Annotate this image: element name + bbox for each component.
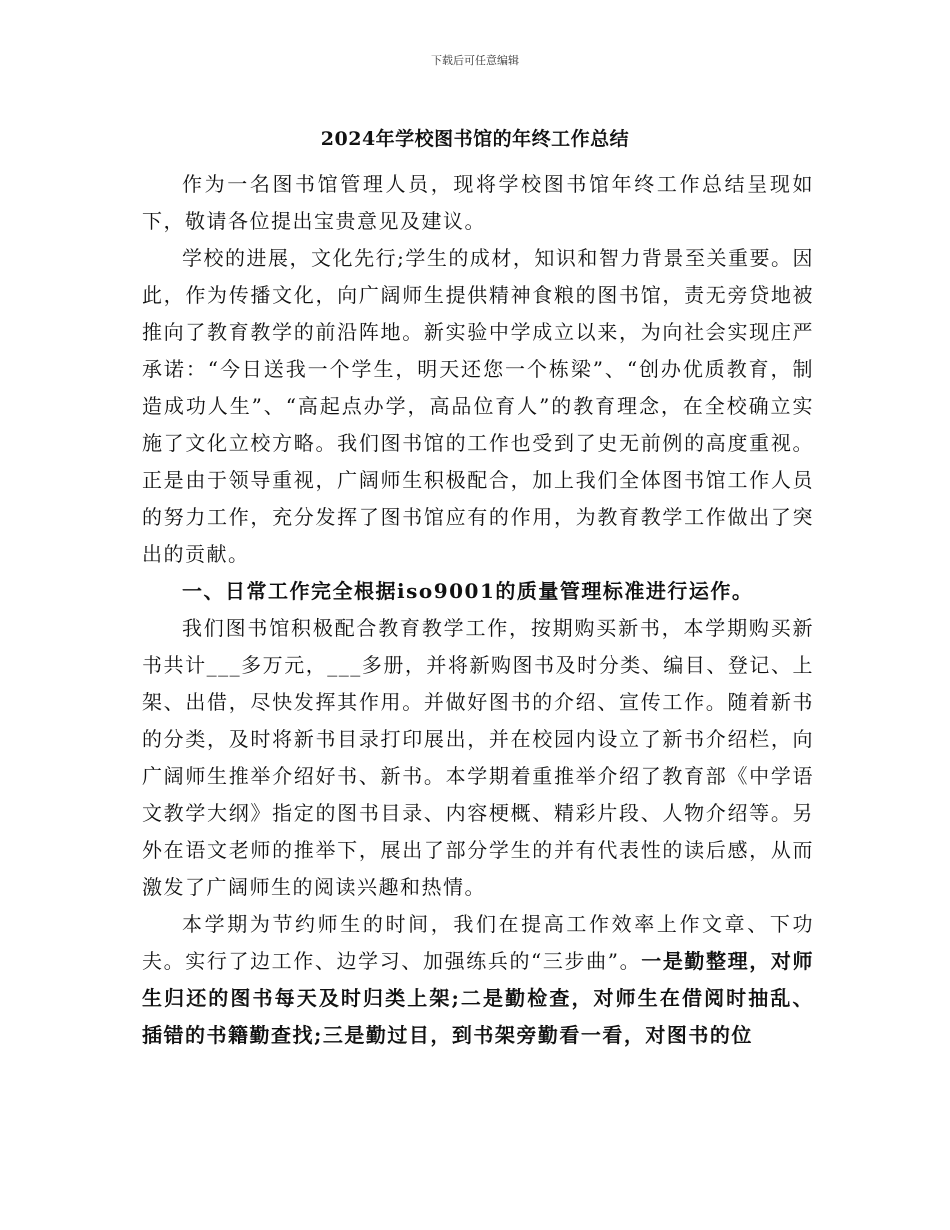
- paragraph-efficiency-text: 本学期为节约师生的时间，我们在提高工作效率上作文章、下功夫。实行了边工作、边学习、加强练兵的“三步曲”。: [142, 912, 814, 973]
- paragraph-intro: 作为一名图书馆管理人员，现将学校图书馆年终工作总结呈现如下，敬请各位提出宝贵意见及建议。: [142, 172, 814, 233]
- section-heading-1: 一、日常工作完全根据iso9001的质量管理标准进行运作。: [182, 579, 754, 603]
- paragraph-new-books: 我们图书馆积极配合教育教学工作，按期购买新书，本学期购买新书共计___多万元，___多册，并将新购图书及时分类、编目、登记、上架、出借，尽快发挥其作用。并做好图书的介绍、宣传工作。随着新书的分类，及时将新书目录打印展出，并在校园内设立了新书介绍栏，向广阔师生推举介绍好书、新书。本学期着重推举介绍了教育部《中学语文教学大纲》指定的图书目录、内容梗概、精彩片段、人物介绍等。另外在语文老师的推举下，展出了部分学生的并有代表性的读后感，从而激发了广阔师生的阅读兴趣和热情。: [142, 616, 814, 899]
- paragraph-efficiency: [142, 906, 814, 1054]
- page-header-note: 下载后可任意编辑: [431, 54, 519, 67]
- document-body: [142, 166, 814, 1054]
- paragraph-efficiency-bold: 一是勤整理，对师生归还的图书每天及时归类上架;二是勤检查，对师生在借阅时抽乱、插错的书籍勤查找;三是勤过目，到书架旁勤看一看，对图书的位: [142, 949, 815, 1047]
- paragraph-background: 学校的进展，文化先行;学生的成材，知识和智力背景至关重要。因此，作为传播文化，向广阔师生提供精神食粮的图书馆，责无旁贷地被推向了教育教学的前沿阵地。新实验中学成立以来，为向社会实现庄严承诺：“今日送我一个学生，明天还您一个栋梁”、“创办优质教育，制造成功人生”、“高起点办学，高品位育人”的教育理念，在全校确立实施了文化立校方略。我们图书馆的工作也受到了史无前例的高度重视。正是由于领导重视，广阔师生积极配合，加上我们全体图书馆工作人员的努力工作，充分发挥了图书馆应有的作用，为教育教学工作做出了突出的贡献。: [142, 246, 814, 566]
- document-title: 2024年学校图书馆的年终工作总结: [320, 128, 630, 150]
